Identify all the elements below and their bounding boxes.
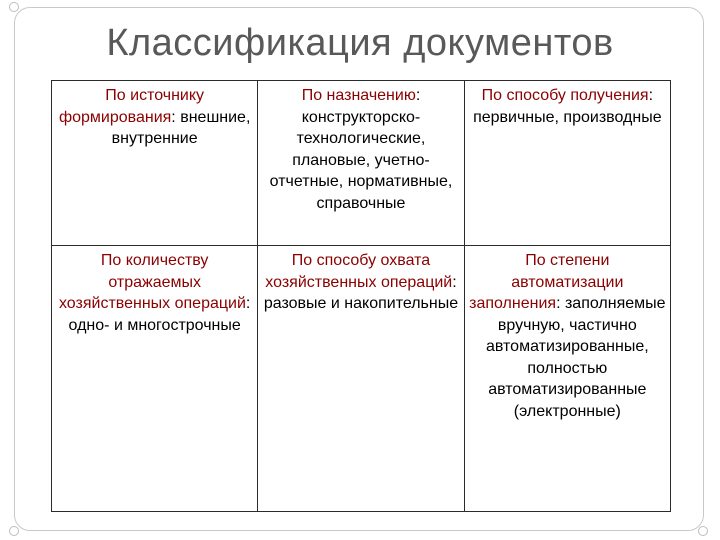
table-cell-source — [52, 81, 258, 246]
table-cell-purpose — [258, 81, 464, 246]
table-row — [52, 81, 671, 246]
cell-text: первичные, производные — [473, 108, 662, 126]
classification-table — [51, 80, 671, 512]
cell-text: конструкторско-технологические, плановые, учетно-отчетные, нормативные, справочные — [269, 108, 453, 212]
cell-colon: : — [171, 108, 176, 126]
cell-label: По назначению — [301, 87, 416, 104]
cell-colon: : — [415, 87, 421, 104]
cell-label: По источнику формирования — [58, 87, 205, 126]
table-cell-quantity — [52, 246, 258, 512]
cell-label: По способу охвата хозяйственных операций — [265, 252, 453, 291]
corner-knob-top-left — [9, 2, 19, 12]
cell-colon: : — [452, 273, 457, 291]
cell-text: заполняемые вручную, частично автоматизированные, полностью автоматизированные (электронные) — [485, 295, 666, 420]
table-cell-coverage — [258, 246, 464, 512]
table-cell-acquisition — [464, 81, 670, 246]
cell-label: По количеству отражаемых хозяйственных операций — [58, 252, 246, 312]
corner-knob-bottom-left — [9, 526, 19, 536]
table-row — [52, 246, 671, 512]
corner-knob-bottom-right — [698, 526, 708, 536]
cell-colon: : — [648, 87, 654, 104]
cell-text: разовые и накопительные — [263, 295, 459, 312]
cell-text: одно- и многострочные — [68, 316, 241, 334]
cell-label: По степени автоматизации заполнения — [469, 252, 624, 312]
page-title: Классификация документов — [106, 22, 614, 64]
table-cell-automation — [464, 246, 670, 512]
cell-colon: : — [245, 295, 251, 312]
cell-label: По способу получения — [481, 87, 649, 104]
cell-colon: : — [556, 295, 561, 312]
cell-text: внешние, внутренние — [111, 108, 251, 147]
